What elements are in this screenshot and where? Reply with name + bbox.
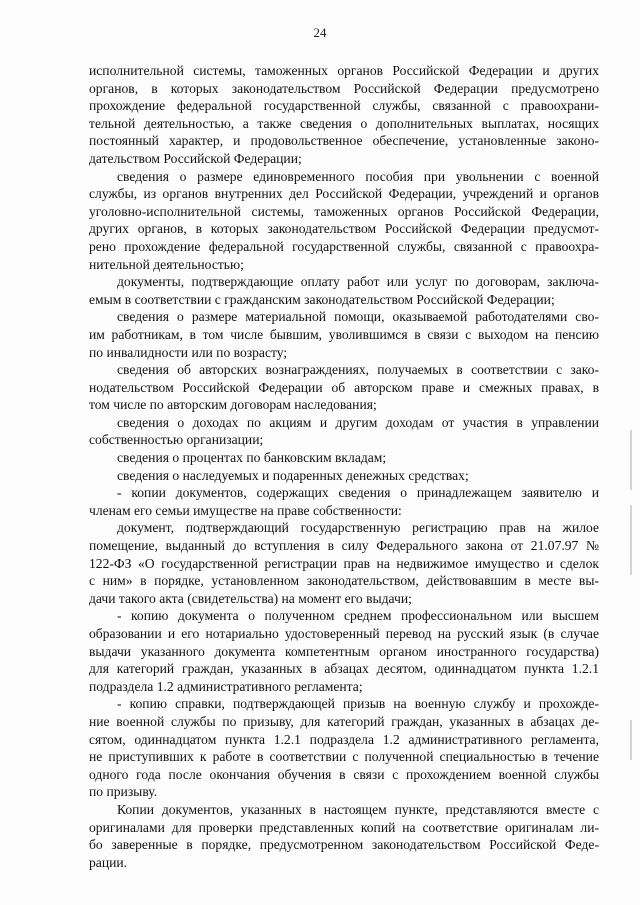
- text-line: подраздела 1.2 административного регламента;: [89, 678, 363, 694]
- document-body: [89, 62, 599, 871]
- text-line: помещение, выданный до вступления в силу Федерального закона от 21.07.97 №: [89, 538, 599, 554]
- text-line: сведения о доходах по акциям и другим доходам от участия в управлении: [117, 414, 599, 430]
- text-line: документ, подтверждающий государственную регистрацию прав на жилое: [117, 520, 599, 536]
- text-line: ние военной службы по призыву, для категорий граждан, указанных в абзацах де-: [89, 713, 599, 729]
- text-line: оригиналами для проверки представленных копий на соответствие оригиналам ли-: [89, 819, 599, 835]
- text-line: других органов, в которых законодательством Российской Федерации предусмот-: [89, 221, 599, 237]
- text-line: рации.: [89, 854, 128, 870]
- text-line: рено прохождение федеральной государственной службы, связанной с правоохра-: [89, 238, 599, 254]
- text-line: бо заверенные в порядке, предусмотренном законодательством Российской Феде-: [89, 837, 599, 853]
- text-line: сведения о размере материальной помощи, оказываемой работодателями сво-: [117, 309, 599, 325]
- text-line: нодательством Российской Федерации об авторском праве и смежных правах, в: [89, 379, 599, 395]
- text-line: сведения об авторских вознаграждениях, получаемых в соответствии с зако-: [117, 362, 599, 378]
- text-line: образовании и его нотариально удостоверенный перевод на русский язык (в случае: [89, 626, 599, 641]
- text-line: не приступивших к работе в соответствии с полученной специальностью в течение: [89, 749, 599, 765]
- text-line: уголовно-исполнительной системы, таможенных органов Российской Федерации,: [89, 203, 599, 219]
- text-line: собственностью организации;: [89, 432, 264, 448]
- text-line: с ним» в порядке, установленном законодательством, действовавшим в месте вы-: [89, 573, 599, 589]
- page-number: 24: [313, 25, 327, 40]
- text-line: сведения о размере единовременного пособия при увольнении с военной: [117, 168, 599, 184]
- text-line: нительной деятельностью;: [89, 256, 244, 272]
- text-line: постоянный характер, и продовольственное обеспечение, установленные законо-: [89, 133, 599, 149]
- text-line: службы, из органов внутренних дел Российской Федерации, учреждений и органов: [89, 186, 599, 202]
- scan-edge-mark: [630, 505, 632, 575]
- text-line: 122-ФЗ «О государственной регистрации прав на недвижимое имущество и сделок: [89, 555, 599, 571]
- text-line: дательством Российской Федерации;: [89, 150, 302, 166]
- text-line: по инвалидности или по возрасту;: [89, 344, 288, 360]
- text-line: тельной деятельностью, а также сведения о дополнительных выплатах, носящих: [89, 115, 599, 131]
- text-line: дачи такого акта (свидетельства) на момент его выдачи;: [89, 590, 412, 606]
- text-line: - копию справки, подтверждающей призыв на военную службу и прохожде-: [117, 696, 599, 712]
- text-line: по призыву.: [89, 784, 158, 800]
- text-line: емым в соответствии с гражданским законодательством Российской Федерации;: [89, 291, 555, 307]
- text-line: для категорий граждан, указанных в абзацах десятом, одиннадцатом пункта 1.2.1: [89, 661, 599, 677]
- text-line: исполнительной системы, таможенных органов Российской Федерации и других: [89, 63, 599, 78]
- text-line: сведения о наследуемых и подаренных денежных средствах;: [117, 467, 469, 483]
- text-line: одного года после окончания обучения в связи с прохождением военной службы: [89, 766, 599, 782]
- scan-edge-mark: [630, 430, 632, 490]
- text-line: сведения о процентах по банковским вкладам;: [117, 450, 387, 466]
- text-line: им работникам, в том числе бывшим, уволившимся в связи с выходом на пенсию: [89, 326, 599, 342]
- text-line: - копии документов, содержащих сведения о принадлежащем заявителю и: [117, 485, 599, 501]
- text-line: том числе по авторским договорам наследования;: [89, 397, 377, 413]
- text-line: прохождение федеральной государственной службы, связанной с правоохрани-: [89, 98, 599, 114]
- text-line: - копию документа о полученном среднем профессиональном или высшем: [117, 608, 599, 624]
- text-line: Копии документов, указанных в настоящем пункте, представляются вместе с: [117, 801, 599, 817]
- text-line: выдачи указанного документа компетентным органом иностранного государства): [89, 643, 599, 659]
- scan-edge-mark: [630, 720, 632, 760]
- text-line: органов, в которых законодательством Российской Федерации предусмотрено: [89, 80, 599, 96]
- text-line: сятом, одиннадцатом пункта 1.2.1 подраздела 1.2 административного регламента,: [89, 731, 599, 747]
- text-line: документы, подтверждающие оплату работ или услуг по договорам, заключа-: [117, 274, 599, 290]
- text-line: членам его семьи имуществе на праве собственности:: [89, 502, 402, 518]
